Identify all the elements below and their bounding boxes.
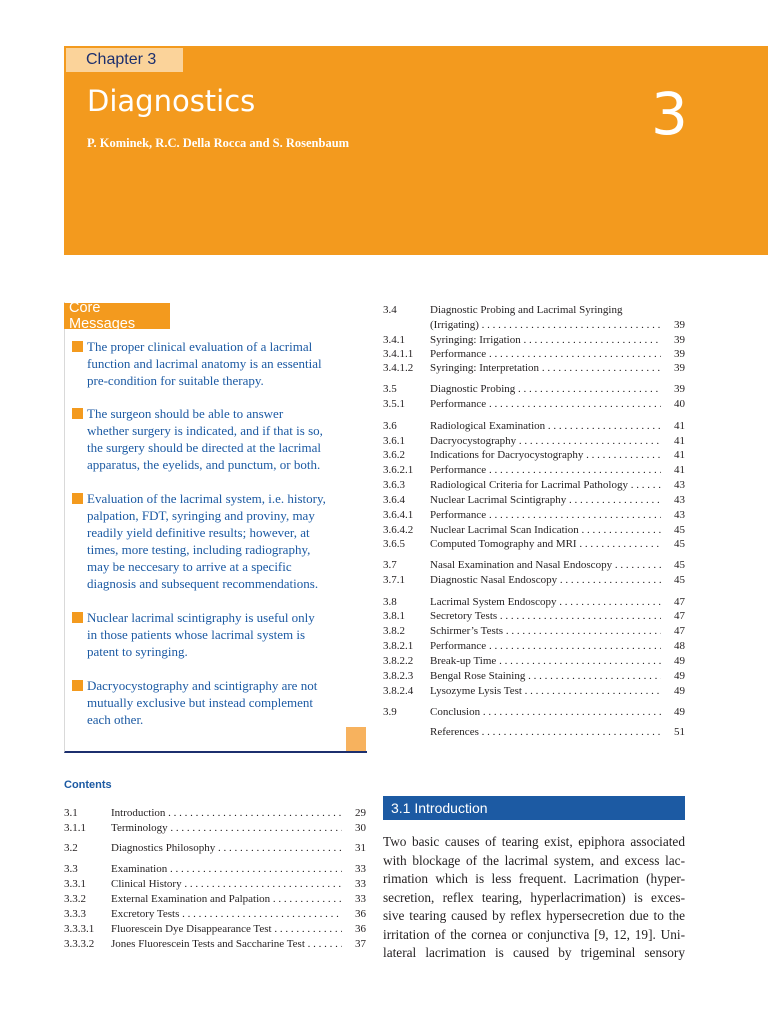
core-message-line: patent to syringing. (87, 644, 188, 659)
section-heading: 3.1 Introduction (383, 796, 685, 820)
core-message-line: mutually exclusive but instead complement (87, 695, 314, 710)
toc-page: 39 (674, 334, 685, 346)
toc-entry[interactable] (383, 523, 685, 537)
toc-title: Syringing: Interpretation . . . (430, 361, 661, 375)
core-message-item (72, 490, 360, 592)
toc-entry[interactable] (383, 558, 685, 572)
toc-title: Diagnostic Probing and Lacrimal Syringing (430, 304, 623, 316)
toc-title: Syringing: Irrigation . . . (430, 333, 661, 347)
toc-title: Diagnostics Philosophy . . . (111, 841, 342, 855)
toc-page: 39 (674, 362, 685, 374)
toc-entry[interactable] (383, 725, 685, 739)
core-message-text (72, 609, 360, 660)
toc-entry[interactable] (383, 595, 685, 609)
toc-number: 3.6.4.2 (383, 524, 414, 536)
toc-page: 33 (355, 878, 366, 890)
toc-title: Jones Fluorescein Tests and Saccharine Test . . . (111, 937, 342, 951)
core-message-item (72, 677, 360, 728)
toc-number: 3.6.4.1 (383, 509, 414, 521)
toc-entry[interactable] (383, 361, 685, 375)
toc-title: Performance . . . (430, 463, 661, 477)
toc-title: Performance . . . (430, 397, 661, 411)
core-message-line: diagnosis and subsequent recommendations. (87, 576, 319, 591)
toc-number: 3.6.2.1 (383, 464, 414, 476)
core-messages-corner (346, 727, 366, 751)
toc-page: 47 (674, 610, 685, 622)
toc-page: 51 (674, 726, 685, 738)
core-message-line: apparatus, the eyelids, and punctum, or both. (87, 457, 321, 472)
toc-entry[interactable] (383, 705, 685, 719)
toc-title: Conclusion . . . (430, 705, 661, 719)
core-message-text (72, 405, 360, 473)
toc-title: External Examination and Palpation . . . (111, 892, 342, 906)
toc-title: Introduction . . . (111, 806, 342, 820)
toc-number: 3.1 (64, 807, 78, 819)
toc-number: 3.8.2.3 (383, 670, 414, 682)
toc-number: 3.3.1 (64, 878, 86, 890)
toc-entry[interactable] (383, 508, 685, 522)
bullet-square-icon (72, 493, 83, 504)
body-line: with blockage of the lacrimal system, and excess lac- (383, 852, 685, 868)
core-message-text (72, 490, 360, 592)
toc-number: 3.7 (383, 559, 397, 571)
core-message-line: each other. (87, 712, 144, 727)
toc-number: 3.6.1 (383, 435, 405, 447)
toc-title: Clinical History . . . (111, 877, 342, 891)
toc-title: Performance . . . (430, 508, 661, 522)
toc-entry[interactable] (383, 493, 685, 507)
chapter-label: Chapter 3 (66, 48, 183, 72)
toc-entry[interactable] (64, 892, 366, 906)
toc-number: 3.6 (383, 420, 397, 432)
toc-title: Nuclear Lacrimal Scan Indication . . . (430, 523, 661, 537)
toc-entry[interactable] (383, 639, 685, 653)
toc-number: 3.4.1.1 (383, 348, 414, 360)
toc-title: Nuclear Lacrimal Scintigraphy . . . (430, 493, 661, 507)
toc-number: 3.4.1 (383, 334, 405, 346)
toc-entry[interactable] (383, 478, 685, 492)
body-line: sive tearing caused by reflex hypersecretion due to the (383, 908, 685, 923)
core-message-line: The surgeon should be able to answer (87, 406, 284, 421)
toc-entry[interactable] (383, 463, 685, 477)
toc-number: 3.8.2.4 (383, 685, 414, 697)
toc-page: 49 (674, 685, 685, 697)
toc-page: 48 (674, 640, 685, 652)
toc-number: 3.8 (383, 596, 397, 608)
core-messages-heading: Core Messages (64, 303, 170, 329)
toc-page: 30 (355, 822, 366, 834)
toc-entry[interactable] (64, 877, 366, 891)
toc-page: 37 (355, 938, 366, 950)
toc-page: 36 (355, 923, 366, 935)
toc-title: Dacryocystography . . . (430, 434, 661, 448)
toc-number: 3.8.2.1 (383, 640, 414, 652)
toc-title: Diagnostic Probing . . . (430, 382, 661, 396)
toc-title: Excretory Tests . . . (111, 907, 342, 921)
core-message-line: pre-condition for suitable therapy. (87, 373, 264, 388)
toc-title: Nasal Examination and Nasal Endoscopy . . . (430, 558, 661, 572)
toc-title: Radiological Criteria for Lacrimal Pathology . . . (430, 478, 661, 492)
core-message-line: whether surgery is indicated, and if that is so, (87, 423, 323, 438)
toc-page: 47 (674, 625, 685, 637)
core-message-item (72, 405, 360, 473)
toc-entry[interactable] (383, 573, 685, 587)
toc-number: 3.3.3.1 (64, 923, 95, 935)
core-message-line: may be neccesary to arrive at a specific (87, 559, 292, 574)
core-message-line: the surgery should be directed at the lacrimal (87, 440, 322, 455)
toc-title: Diagnostic Nasal Endoscopy . . . (430, 573, 661, 587)
toc-page: 33 (355, 863, 366, 875)
toc-entry[interactable] (383, 537, 685, 551)
toc-number: 3.1.1 (64, 822, 86, 834)
authors: P. Kominek, R.C. Della Rocca and S. Rosenbaum (87, 136, 350, 150)
toc-entry[interactable] (64, 937, 366, 951)
body-line: lateral lacrimation is caused by trigeminal sensory (383, 945, 685, 960)
toc-page: 45 (674, 524, 685, 536)
body-line: rimation which is less frequent. Lacrimation (hyper- (383, 871, 685, 886)
toc-title: Fluorescein Dye Disappearance Test . . . (111, 922, 342, 936)
toc-page: 41 (674, 435, 685, 447)
toc-number: 3.7.1 (383, 574, 405, 586)
core-message-item (72, 609, 360, 660)
core-message-line: palpation, FDT, syringing and proviny, may (87, 508, 315, 523)
toc-title: Schirmer’s Tests . . . (430, 624, 661, 638)
toc-number: 3.5 (383, 383, 397, 395)
toc-title: Bengal Rose Staining . . . (430, 669, 661, 683)
core-message-line: readily yield definitive results; however, at (87, 525, 310, 540)
toc-page: 45 (674, 538, 685, 550)
toc-entry[interactable] (383, 434, 685, 448)
toc-entry[interactable] (383, 303, 685, 317)
toc-entry[interactable] (64, 806, 366, 820)
toc-page: 41 (674, 464, 685, 476)
chapter-number: 3 (651, 80, 688, 148)
toc-number: 3.8.1 (383, 610, 405, 622)
toc-page: 39 (674, 319, 685, 331)
toc-number: 3.4.1.2 (383, 362, 414, 374)
toc-title: Lacrimal System Endoscopy . . . (430, 595, 661, 609)
toc-number: 3.9 (383, 706, 397, 718)
toc-number: 3.8.2.2 (383, 655, 414, 667)
toc-title: Secretory Tests . . . (430, 609, 661, 623)
toc-title: Performance . . . (430, 347, 661, 361)
toc-entry[interactable] (64, 907, 366, 921)
toc-entry[interactable] (383, 669, 685, 683)
toc-entry[interactable] (383, 684, 685, 698)
toc-page: 41 (674, 449, 685, 461)
core-message-line: Nuclear lacrimal scintigraphy is useful only (87, 610, 315, 625)
toc-entry[interactable] (383, 419, 685, 433)
toc-page: 29 (355, 807, 366, 819)
section-body (383, 833, 685, 963)
toc-number: 3.2 (64, 842, 78, 854)
toc-title: Radiological Examination . . . (430, 419, 661, 433)
toc-page: 43 (674, 479, 685, 491)
toc-page: 36 (355, 908, 366, 920)
toc-number: 3.3.3 (64, 908, 86, 920)
bullet-square-icon (72, 408, 83, 419)
toc-title: Indications for Dacryocystography . . . (430, 448, 661, 462)
core-message-line: in those patients whose lacrimal system is (87, 627, 306, 642)
core-message-item (72, 338, 360, 389)
toc-number: 3.3.3.2 (64, 938, 95, 950)
toc-entry[interactable] (383, 382, 685, 396)
toc-entry[interactable] (64, 841, 366, 855)
toc-entry[interactable] (383, 333, 685, 347)
toc-number: 3.3.2 (64, 893, 86, 905)
toc-entry[interactable] (383, 654, 685, 668)
toc-page: 41 (674, 420, 685, 432)
toc-entry[interactable] (383, 448, 685, 462)
bullet-square-icon (72, 680, 83, 691)
toc-number: 3.6.4 (383, 494, 405, 506)
bullet-square-icon (72, 612, 83, 623)
toc-title: Break-up Time . . . (430, 654, 661, 668)
core-message-text (72, 338, 360, 389)
toc-number: 3.6.2 (383, 449, 405, 461)
toc-page: 49 (674, 655, 685, 667)
toc-entry[interactable] (383, 318, 685, 332)
toc-page: 40 (674, 398, 685, 410)
core-message-line: function and lacrimal anatomy is an essential (87, 356, 322, 371)
body-line: Two basic causes of tearing exist, epiphora associated (383, 834, 685, 849)
body-line: irritation of the cornea or conjunctiva [9, 12, 19]. Uni- (383, 926, 685, 942)
toc-entry[interactable] (64, 922, 366, 936)
bullet-square-icon (72, 341, 83, 352)
toc-title: Examination . . . (111, 862, 342, 876)
toc-page: 33 (355, 893, 366, 905)
contents-heading: Contents (64, 779, 112, 791)
chapter-title: Diagnostics (87, 84, 256, 118)
toc-page: 31 (355, 842, 366, 854)
toc-page: 45 (674, 574, 685, 586)
body-line: secretion, reflex tearing, hyperlacrimation) is exces- (383, 889, 685, 905)
toc-page: 39 (674, 383, 685, 395)
toc-number: 3.8.2 (383, 625, 405, 637)
toc-page: 49 (674, 706, 685, 718)
toc-page: 45 (674, 559, 685, 571)
toc-entry[interactable] (383, 609, 685, 623)
toc-page: 43 (674, 509, 685, 521)
toc-number: 3.3 (64, 863, 78, 875)
toc-entry[interactable] (64, 862, 366, 876)
toc-page: 43 (674, 494, 685, 506)
core-message-line: Evaluation of the lacrimal system, i.e. history, (87, 491, 326, 506)
toc-entry[interactable] (383, 397, 685, 411)
toc-page: 39 (674, 348, 685, 360)
core-message-text (72, 677, 360, 728)
toc-title: Computed Tomography and MRI . . . (430, 537, 661, 551)
toc-entry[interactable] (383, 624, 685, 638)
toc-title: (Irrigating) . . . (430, 318, 661, 332)
toc-number: 3.4 (383, 304, 397, 316)
toc-number: 3.6.5 (383, 538, 405, 550)
toc-entry[interactable] (64, 821, 366, 835)
toc-title: References . . . (430, 725, 661, 739)
core-message-line: The proper clinical evaluation of a lacrimal (87, 339, 313, 354)
core-message-line: Dacryocystography and scintigraphy are not (87, 678, 318, 693)
toc-page: 47 (674, 596, 685, 608)
toc-entry[interactable] (383, 347, 685, 361)
toc-title: Performance . . . (430, 639, 661, 653)
toc-number: 3.5.1 (383, 398, 405, 410)
core-message-line: times, more testing, including radiography, (87, 542, 311, 557)
toc-page: 49 (674, 670, 685, 682)
toc-title: Lysozyme Lysis Test . . . (430, 684, 661, 698)
toc-number: 3.6.3 (383, 479, 405, 491)
toc-title: Terminology . . . (111, 821, 342, 835)
